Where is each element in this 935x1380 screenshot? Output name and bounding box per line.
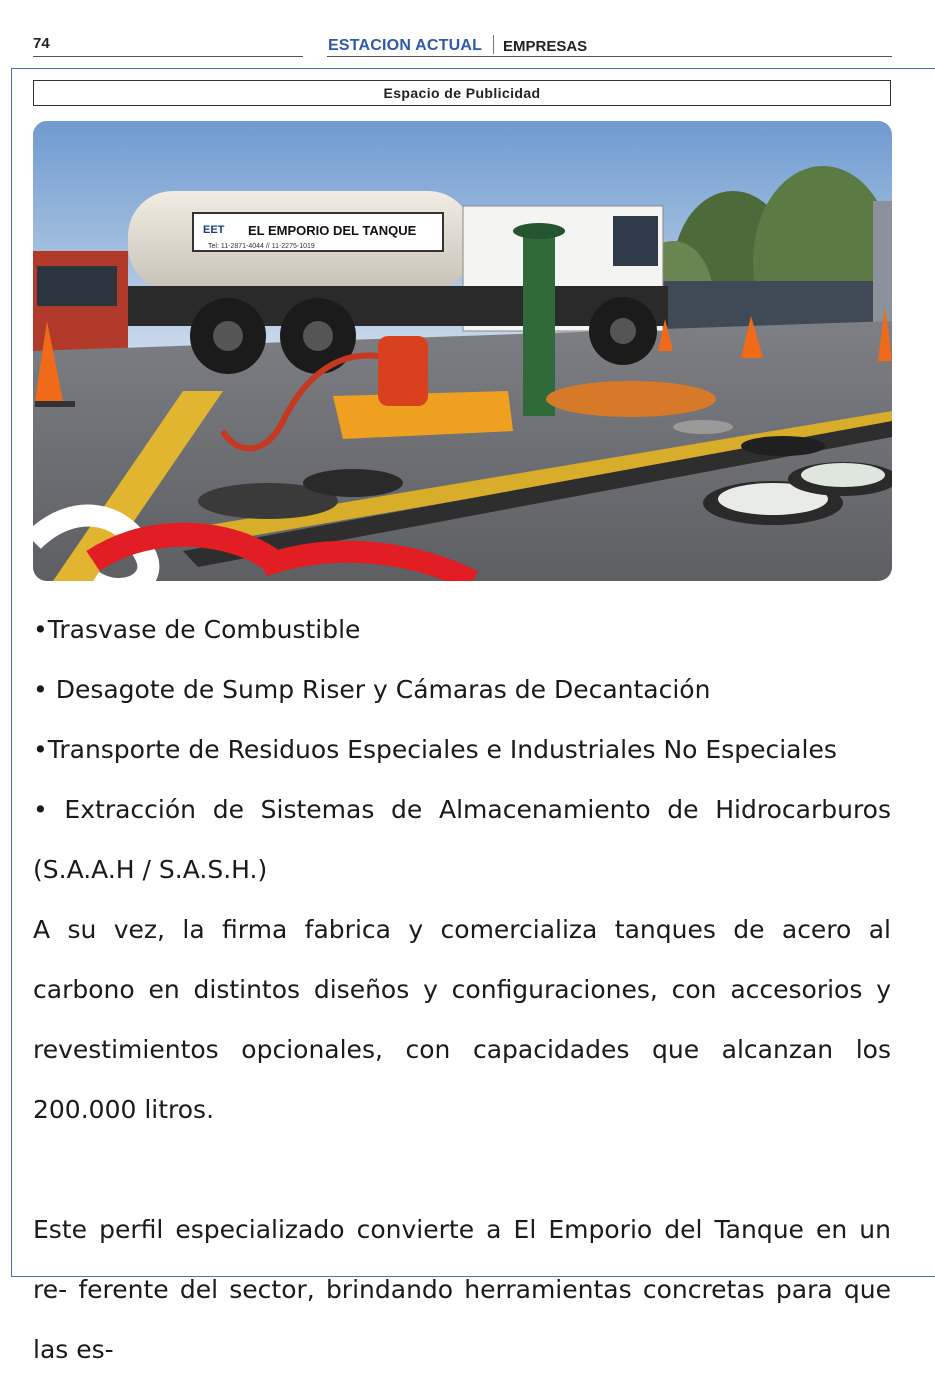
header-rule-left <box>33 56 303 57</box>
truck-logo: EET <box>203 224 225 236</box>
bullet-item: • Extracción de Sistemas de Almacenamiento de Hidrocarburos (S.A.A.H / S.A.S.H.) <box>33 795 891 884</box>
header-rule-right <box>327 56 892 57</box>
frame-left-border <box>11 68 12 1276</box>
bullet-item: •Transporte de Residuos Especiales e Industriales No Especiales <box>33 735 837 764</box>
bullet-item: •Trasvase de Combustible <box>33 615 361 644</box>
tank-truck-photo <box>33 121 892 581</box>
section-subtitle: EMPRESAS <box>503 38 588 55</box>
section-separator <box>493 35 494 54</box>
truck-sign: EL EMPORIO DEL TANQUE <box>248 223 417 238</box>
advertising-label: Espacio de Publicidad <box>33 80 891 106</box>
paragraph-spacer <box>33 1140 891 1200</box>
paragraph: A su vez, la firma fabrica y comercializa tanques de acero al carbono en distintos diseños y configuraciones, con accesorios y revestimientos opcionales, con capacidades que alcanzan los 200.000 litros. <box>33 915 891 1124</box>
truck-phone: Tel: 11-2871-4044 // 11-2275-1019 <box>208 243 315 250</box>
page-number: 74 <box>33 35 50 52</box>
bullet-item: • Desagote de Sump Riser y Cámaras de Decantación <box>33 675 711 704</box>
paragraph: Este perfil especializado convierte a El Emporio del Tanque en un re- ferente del sector, brindando herramientas concretas para que las es- <box>33 1215 891 1364</box>
frame-top-border <box>11 68 935 69</box>
article-body <box>33 600 891 1380</box>
section-title: ESTACION ACTUAL <box>328 37 483 54</box>
